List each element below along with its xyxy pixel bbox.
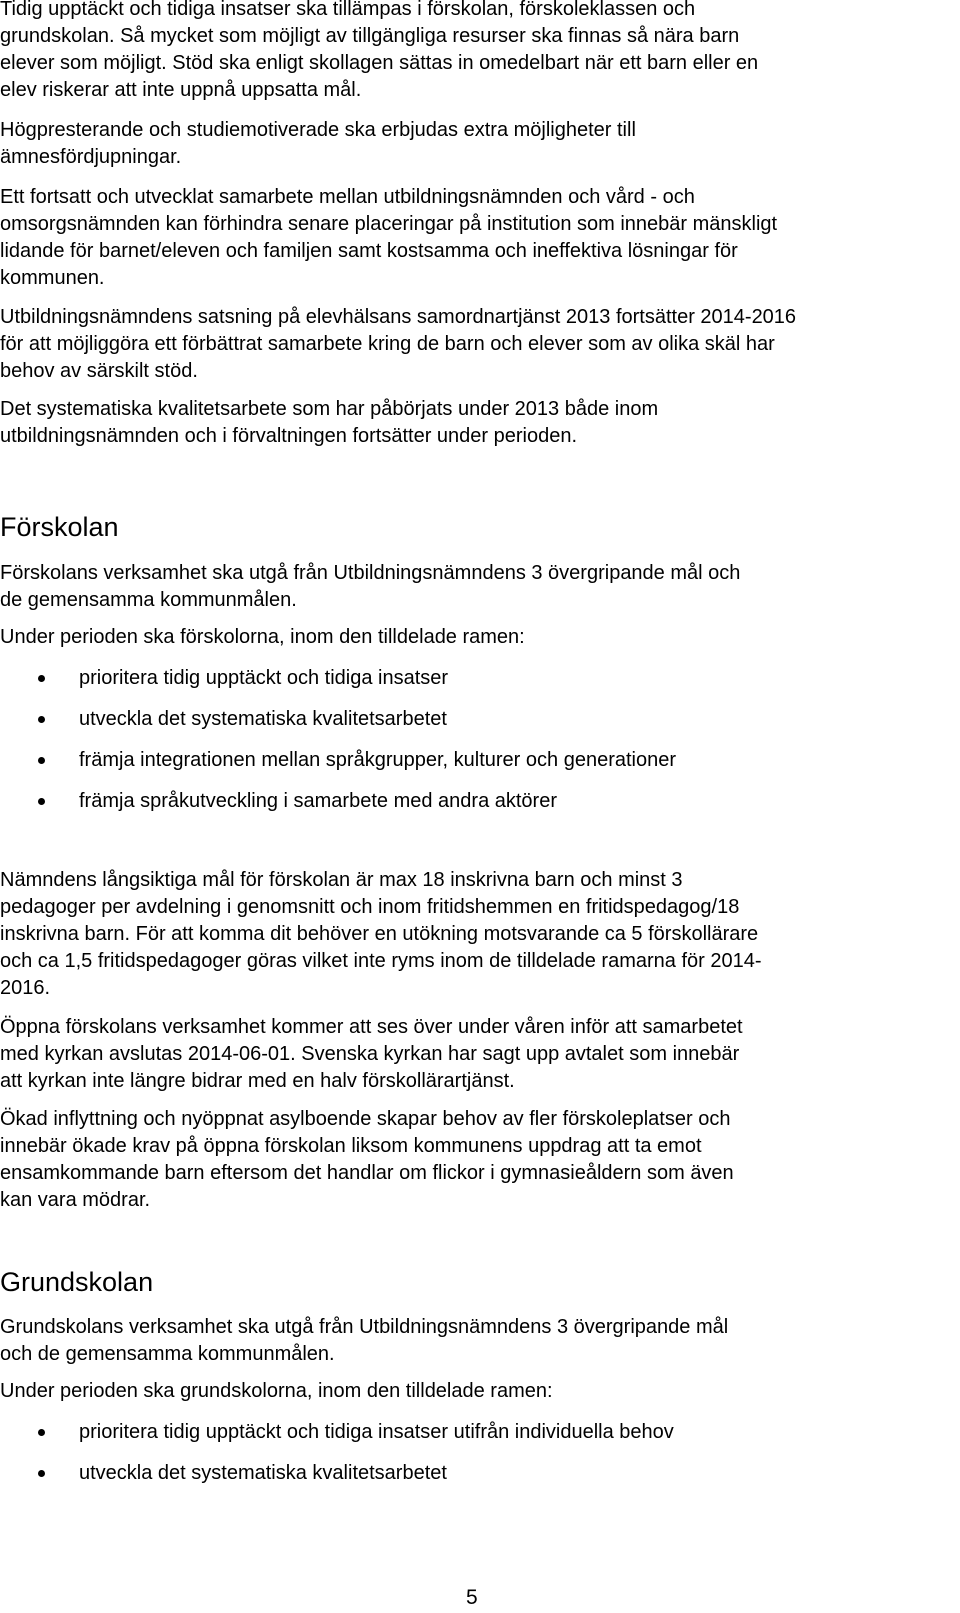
intro-paragraph-5 [0,396,950,450]
intro-paragraph-1 [0,0,950,104]
forskolan-paragraph-4 [0,1106,950,1214]
forskolan-paragraph-3 [0,1014,950,1095]
text-line: att kyrkan inte längre bidrar med en halv förskollärartjänst. [0,1070,515,1092]
text-line: Ett fortsatt och utvecklat samarbete mellan utbildningsnämnden och vård - och [0,186,695,208]
text-line: ämnesfördjupningar. [0,146,182,168]
section-heading-forskolan: Förskolan [0,512,119,542]
list-item-text: prioritera tidig upptäckt och tidiga insatser [79,667,449,689]
text-line: 2016. [0,977,51,999]
list-item-text: utveckla det systematiska kvalitetsarbetet [79,708,447,730]
text-line: kommunen. [0,267,105,289]
text-line: utbildningsnämnden och i förvaltningen fortsätter under perioden. [0,425,578,447]
forskolan-paragraph-2 [0,867,950,1002]
text-line: Grundskolans verksamhet ska utgå från Utbildningsnämndens 3 övergripande mål [0,1316,729,1338]
bullet-icon [38,675,45,682]
intro-paragraph-3 [0,184,950,292]
text-line: Det systematiska kvalitetsarbete som har påbörjats under 2013 både inom [0,398,659,420]
text-line: Öppna förskolans verksamhet kommer att ses över under våren inför att samarbetet [0,1016,743,1038]
intro-paragraph-4 [0,304,950,385]
bullet-icon [38,1470,45,1477]
text-line: de gemensamma kommunmålen. [0,589,297,611]
text-line: Högpresterande och studiemotiverade ska erbjudas extra möjligheter till [0,119,636,141]
bullet-icon [38,757,45,764]
text-line: Nämndens långsiktiga mål för förskolan är max 18 inskrivna barn och minst 3 [0,869,683,891]
bullet-icon [38,1429,45,1436]
list-item-text: främja integrationen mellan språkgrupper, kulturer och generationer [79,749,677,771]
page-number: 5 [466,1586,478,1609]
text-line: kan vara mödrar. [0,1189,151,1211]
forskolan-paragraph-1 [0,560,950,614]
text-line: Under perioden ska förskolorna, inom den tilldelade ramen: [0,626,525,648]
text-line: och ca 1,5 fritidspedagoger göras vilket inte ryms inom de tilldelade ramarna för 2014- [0,950,762,972]
text-line: elev riskerar att inte uppnå uppsatta mål. [0,79,362,101]
section-heading-grundskolan: Grundskolan [0,1267,154,1297]
text-line: för att möjliggöra ett förbättrat samarbete kring de barn och elever som av olika skäl har [0,333,775,355]
text-line: ensamkommande barn eftersom det handlar om flickor i gymnasieåldern som även [0,1162,734,1184]
list-item-text: prioritera tidig upptäckt och tidiga insatser utifrån individuella behov [79,1421,674,1443]
grundskolan-paragraph-1 [0,1314,950,1368]
list-item-text: utveckla det systematiska kvalitetsarbetet [79,1462,447,1484]
text-line: Tidig upptäckt och tidiga insatser ska tillämpas i förskolan, förskoleklassen och [0,0,696,20]
text-line: och de gemensamma kommunmålen. [0,1343,335,1365]
text-line: Utbildningsnämndens satsning på elevhälsans samordnartjänst 2013 fortsätter 2014-2016 [0,306,797,328]
text-line: elever som möjligt. Stöd ska enligt skollagen sättas in omedelbart när ett barn eller en [0,52,759,74]
text-line: grundskolan. Så mycket som möjligt av tillgängliga resurser ska finnas så nära barn [0,25,740,47]
text-line: Ökad inflyttning och nyöppnat asylboende skapar behov av fler förskoleplatser och [0,1108,731,1130]
text-line: inskrivna barn. För att komma dit behöver en utökning motsvarande ca 5 förskollärare [0,923,759,945]
text-line: omsorgsnämnden kan förhindra senare placeringar på institution som innebär mänskligt [0,213,778,235]
text-line: Under perioden ska grundskolorna, inom den tilldelade ramen: [0,1380,553,1402]
list-item-text: främja språkutveckling i samarbete med andra aktörer [79,790,557,812]
text-line: behov av särskilt stöd. [0,360,198,382]
bullet-icon [38,716,45,723]
grundskolan-lead [0,1378,950,1405]
bullet-icon [38,798,45,805]
text-line: pedagoger per avdelning i genomsnitt och inom fritidshemmen en fritidspedagog/18 [0,896,740,918]
text-line: lidande för barnet/eleven och familjen samt kostsamma och ineffektiva lösningar för [0,240,738,262]
text-line: med kyrkan avslutas 2014-06-01. Svenska kyrkan har sagt upp avtalet som innebär [0,1043,740,1065]
text-line: innebär ökade krav på öppna förskolan liksom kommunens uppdrag att ta emot [0,1135,702,1157]
text-line: Förskolans verksamhet ska utgå från Utbildningsnämndens 3 övergripande mål och [0,562,741,584]
forskolan-lead [0,624,950,651]
intro-paragraph-2 [0,117,950,171]
